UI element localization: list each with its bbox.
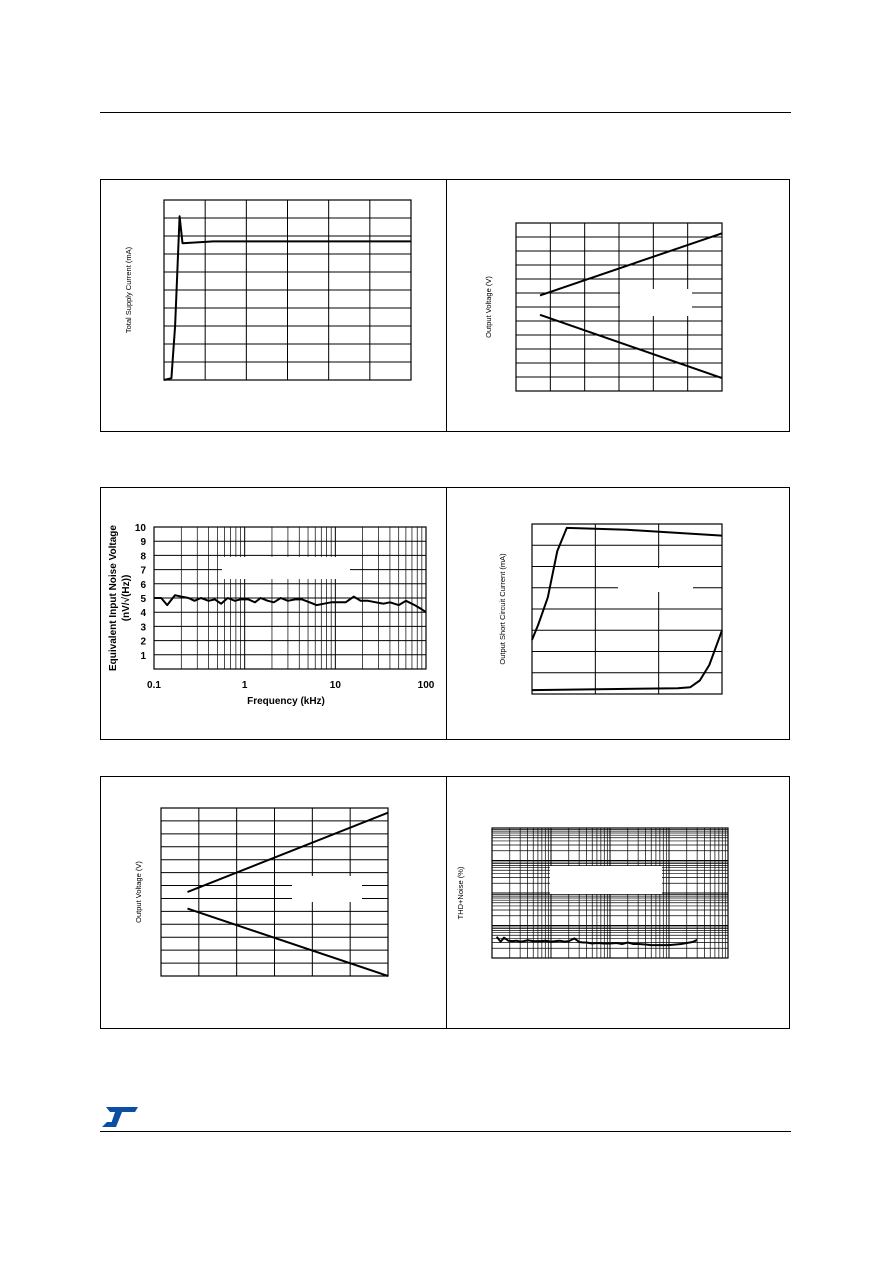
y-tick-label: 8 — [140, 551, 146, 563]
y-axis-label-units: (nV/√(Hz)) — [121, 574, 132, 622]
y-tick-label: 7 — [140, 565, 146, 577]
x-axis-label: Frequency (kHz) — [247, 696, 325, 707]
y-axis-label: Output Voltage (V) — [134, 861, 143, 923]
y-tick-label: 2 — [140, 636, 146, 648]
y-tick-label: 9 — [140, 537, 146, 549]
y-axis-label: Output Short Circuit Current (mA) — [498, 553, 507, 665]
x-tick-label: 10 — [329, 680, 341, 691]
y-tick-label: 4 — [140, 608, 146, 620]
x-tick-label: 0.1 — [147, 680, 161, 691]
footer-rule — [100, 1131, 791, 1132]
y-axis-label: THD+Noise (%) — [456, 866, 465, 920]
x-tick-label: 100 — [417, 680, 435, 691]
st-logo — [100, 1105, 140, 1134]
legend-box — [550, 866, 662, 894]
y-axis-label: Equivalent Input Noise Voltage — [108, 525, 119, 671]
y-tick-label: 5 — [140, 594, 146, 605]
x-tick-label: 1 — [241, 680, 248, 691]
y-axis-label: Total Supply Current (mA) — [124, 246, 133, 334]
y-tick-label: 3 — [140, 622, 146, 634]
y-tick-label: 1 — [140, 650, 146, 662]
y-tick-label: 6 — [140, 579, 146, 591]
y-tick-label: 10 — [134, 523, 146, 534]
y-axis-label: Output Voltage (V) — [484, 276, 493, 338]
